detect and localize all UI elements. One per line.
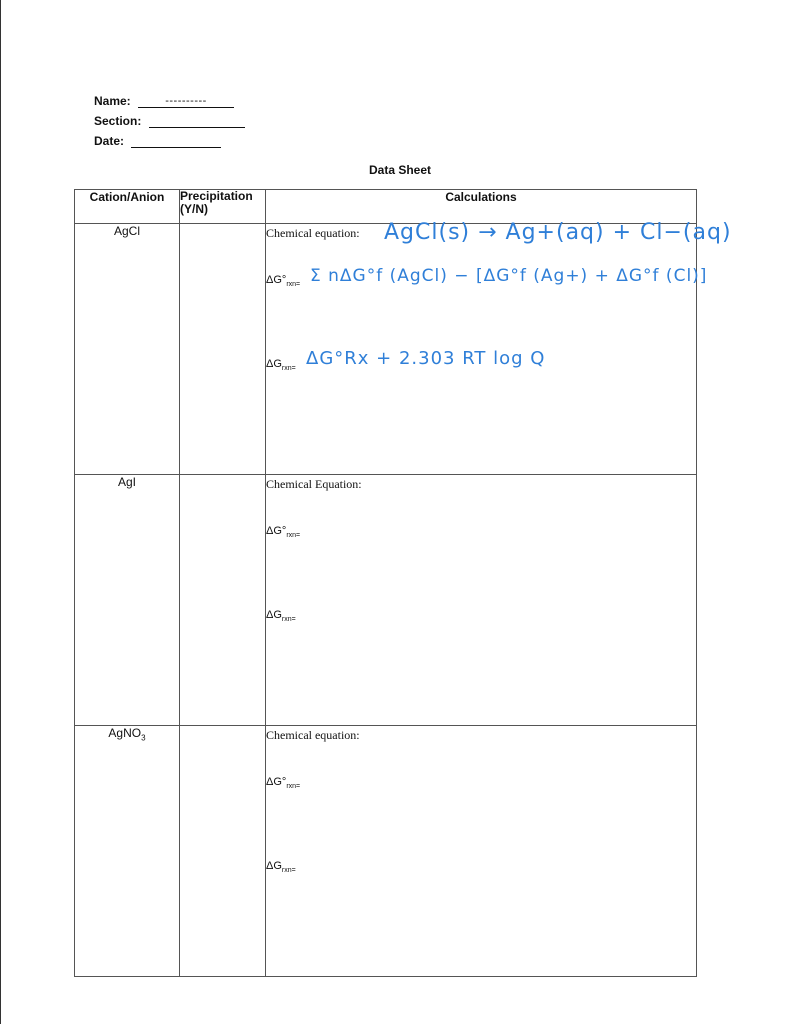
name-field <box>94 94 234 108</box>
data-table <box>74 189 732 977</box>
table-header-row <box>75 190 697 224</box>
calculations-cell[interactable] <box>266 220 732 475</box>
table-row <box>75 224 697 475</box>
table-row <box>75 726 697 977</box>
date-field <box>94 134 221 148</box>
precipitation-cell[interactable] <box>180 224 266 475</box>
dg-standard-label: $\Delta G^\circ_{rxn=}$ <box>266 776 301 791</box>
page-title: Data Sheet <box>368 163 432 177</box>
section-label: Section: <box>94 114 142 128</box>
column-header-precipitation: Precipitation (Y/N) <box>180 190 266 224</box>
dg-standard-label: $\Delta G^\circ_{rxn=}$ <box>266 525 301 540</box>
dg-standard-label: $\Delta G^\circ_{rxn=}$ <box>266 274 301 289</box>
handwritten-dg-standard: Σ nΔG°f (AgCl) − [ΔG°f (Ag+) + ΔG°f (Cl)] <box>310 266 708 286</box>
page-left-edge <box>0 0 1 1024</box>
dg-label: $\Delta G_{rxn=}$ <box>266 860 296 875</box>
table-row <box>75 475 697 726</box>
precipitation-cell[interactable] <box>180 726 266 977</box>
dg-label: $\Delta G_{rxn=}$ <box>266 609 296 624</box>
dg-label: $\Delta G_{rxn=}$ <box>266 358 296 373</box>
calculations-cell[interactable] <box>266 475 697 726</box>
equation-label: Chemical Equation: <box>266 477 362 491</box>
ion-cell: AgNO$_3$ <box>75 726 180 977</box>
name-value[interactable]: ---------- <box>138 94 234 108</box>
equation-label: Chemical equation: <box>266 728 360 742</box>
name-label: Name: <box>94 94 131 108</box>
ion-cell: AgI <box>75 475 180 726</box>
section-value[interactable] <box>149 114 245 128</box>
equation-label: Chemical equation: <box>266 226 360 240</box>
precipitation-cell[interactable] <box>180 475 266 726</box>
column-header-calculations: Calculations <box>266 190 697 224</box>
calculations-cell[interactable] <box>266 726 697 977</box>
ion-cell: AgCl <box>75 224 180 475</box>
handwritten-equation: AgCl(s) → Ag+(aq) + Cl−(aq) <box>384 220 732 245</box>
date-label: Date: <box>94 134 125 148</box>
section-field <box>94 114 245 128</box>
handwritten-dg: ΔG°Rx + 2.303 RT log Q <box>306 348 546 369</box>
column-header-ion: Cation/Anion <box>75 190 180 224</box>
date-value[interactable] <box>131 134 221 148</box>
